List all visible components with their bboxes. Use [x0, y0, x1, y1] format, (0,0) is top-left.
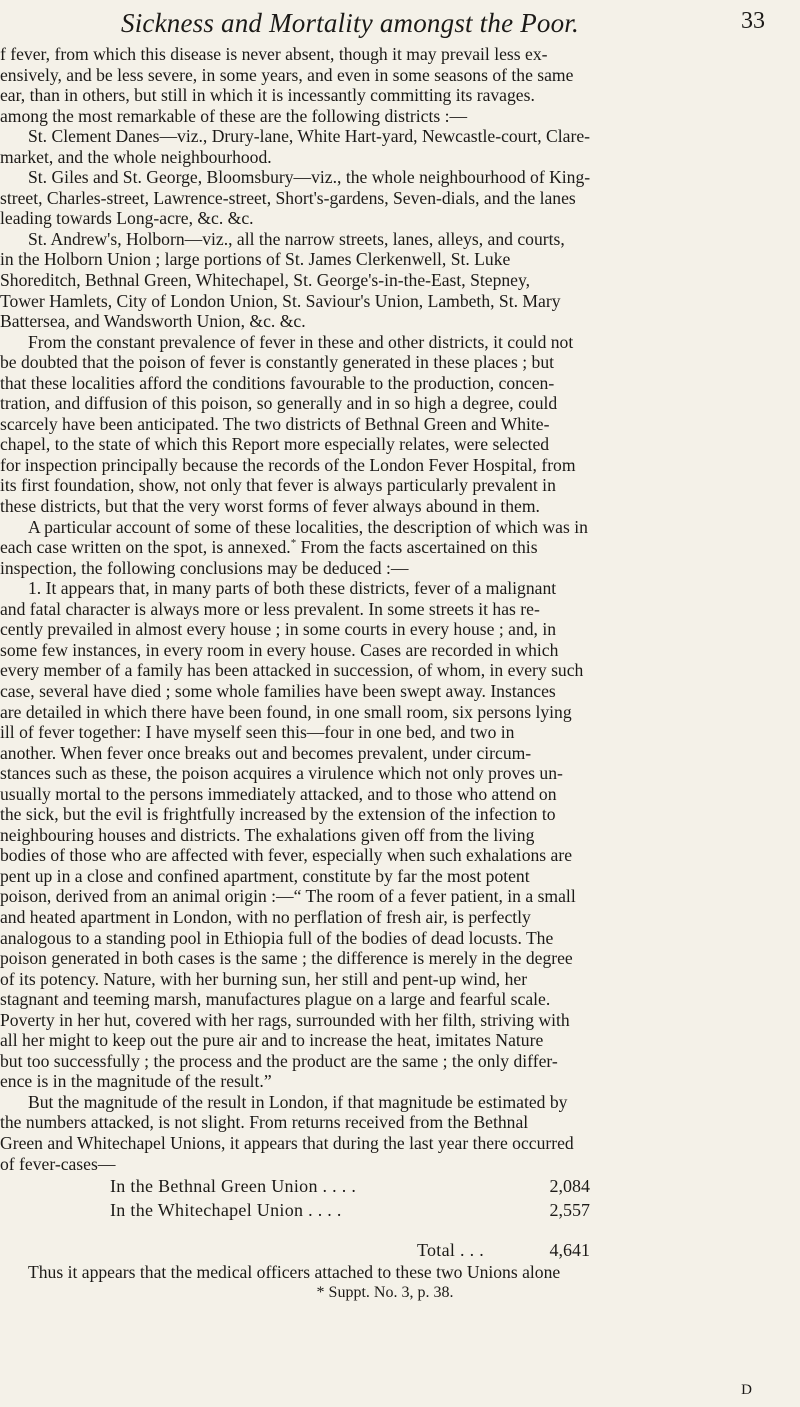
text-line: Shoreditch, Bethnal Green, Whitechapel, St. George's-in-the-East, Stepney, — [0, 270, 531, 291]
total-value: 4,641 — [549, 1240, 590, 1261]
text-line: Thus it appears that the medical officers attached to these two Unions alone — [28, 1262, 561, 1283]
text-line: usually mortal to the persons immediately attacked, and to those who attend on — [0, 783, 557, 804]
fever-cases-table — [0, 1174, 770, 1262]
text-line: A particular account of some of these localities, the description of which was in — [28, 516, 588, 537]
text-line: chapel, to the state of which this Report more especially relates, were selected — [0, 434, 550, 455]
text-line: scarcely have been anticipated. The two districts of Bethnal Green and White- — [0, 413, 550, 434]
text-line: ence is in the magnitude of the result.” — [0, 1071, 272, 1092]
text-line: case, several have died ; some whole families have been swept away. Instances — [0, 680, 556, 701]
row-label: In the Bethnal Green Union . . . . — [110, 1176, 357, 1197]
text-line: street, Charles-street, Lawrence-street, Short's-gardens, Seven-dials, and the lanes — [0, 187, 576, 208]
text-line: St. Giles and St. George, Bloomsbury—viz., the whole neighbourhood of King- — [28, 167, 591, 188]
text-line: the sick, but the evil is frightfully increased by the extension of the infection to — [0, 804, 556, 825]
text-line: among the most remarkable of these are the following districts :— — [0, 105, 468, 126]
page-header — [0, 8, 770, 44]
text-line: leading towards Long-acre, &c. &c. — [0, 208, 254, 229]
text-line: Poverty in her hut, covered with her rags, surrounded with her filth, striving with — [0, 1009, 570, 1030]
text-line: some few instances, in every room in every house. Cases are recorded in which — [0, 639, 559, 660]
text-line: but too successfully ; the process and the product are the same ; the only differ- — [0, 1050, 558, 1071]
text-line: another. When fever once breaks out and becomes prevalent, under circum- — [0, 742, 532, 763]
text-line: From the constant prevalence of fever in these and other districts, it could not — [28, 331, 574, 352]
text-line: in the Holborn Union ; large portions of St. James Clerkenwell, St. Luke — [0, 249, 511, 270]
page-number: 33 — [741, 8, 765, 34]
text-line: ear, than in others, but still in which it is incessantly committing its ravages. — [0, 85, 535, 106]
text-line: the numbers attacked, is not slight. From returns received from the Bethnal — [0, 1112, 529, 1133]
text-line: stagnant and teeming marsh, manufactures plague on a large and fearful scale. — [0, 989, 551, 1010]
text-fragment: From the facts ascertained on this — [296, 537, 538, 558]
text-line: Battersea, and Wandsworth Union, &c. &c. — [0, 311, 306, 332]
running-title: Sickness and Mortality amongst the Poor. — [121, 8, 579, 38]
total-label: Total . . . — [416, 1240, 484, 1261]
text-line: of fever-cases— — [0, 1153, 116, 1174]
text-line: of its potency. Nature, with her burning sun, her still and pent-up wind, her — [0, 968, 528, 989]
body-text — [0, 44, 770, 1174]
table-row — [110, 1198, 590, 1222]
table-row — [110, 1174, 590, 1198]
row-label: In the Whitechapel Union . . . . — [110, 1200, 342, 1221]
text-line: neighbouring houses and districts. The exhalations given off from the living — [0, 824, 535, 845]
footnote-marker: * — [290, 537, 297, 550]
text-line: market, and the whole neighbourhood. — [0, 146, 272, 167]
row-value: 2,084 — [549, 1176, 590, 1197]
text-line: ill of fever together: I have myself seen this—four in one bed, and two in — [0, 722, 515, 743]
closing-text — [0, 1262, 770, 1283]
text-line: stances such as these, the poison acquires a virulence which not only proves un- — [0, 763, 563, 784]
text-line: Green and Whitechapel Unions, it appears that during the last year there occurred — [0, 1132, 574, 1153]
footnote: * Suppt. No. 3, p. 38. — [316, 1283, 454, 1301]
text-line: ensively, and be less severe, in some years, and even in some seasons of the same — [0, 64, 574, 85]
text-line: these districts, but that the very worst forms of fever always abound in them. — [0, 496, 540, 517]
text-line — [0, 537, 770, 558]
text-line: St. Andrew's, Holborn—viz., all the narrow streets, lanes, alleys, and courts, — [28, 228, 565, 249]
text-line: and heated apartment in London, with no perflation of fresh air, is perfectly — [0, 906, 531, 927]
text-line: every member of a family has been attacked in succession, of whom, in every such — [0, 660, 584, 681]
text-line: analogous to a standing pool in Ethiopia full of the bodies of dead locusts. The — [0, 927, 554, 948]
text-line: pent up in a close and confined apartment, constitute by far the most potent — [0, 865, 530, 886]
text-line: all her might to keep out the pure air and to increase the heat, imitates Nature — [0, 1030, 544, 1051]
text-line: tration, and diffusion of this poison, so generally and in so high a degree, could — [0, 393, 558, 414]
text-line: poison, derived from an animal origin :—“ The room of a fever patient, in a small — [0, 886, 576, 907]
signature-mark: D — [741, 1382, 752, 1398]
text-line: and fatal character is always more or less prevalent. In some streets it has re- — [0, 598, 540, 619]
text-line: poison generated in both cases is the same ; the difference is merely in the degree — [0, 948, 573, 969]
text-line: 1. It appears that, in many parts of both these districts, fever of a malignant — [28, 578, 557, 599]
text-line: Tower Hamlets, City of London Union, St. Saviour's Union, Lambeth, St. Mary — [0, 290, 561, 311]
text-line: f fever, from which this disease is never absent, though it may prevail less ex- — [0, 44, 548, 64]
text-fragment: each case written on the spot, is annexed. — [0, 537, 291, 558]
text-line: its first foundation, show, not only that fever is always particularly prevalent in — [0, 475, 556, 496]
text-line: that these localities afford the conditions favourable to the production, concen- — [0, 372, 555, 393]
text-line: cently prevailed in almost every house ; in some courts in every house ; and, in — [0, 619, 557, 640]
text-line: St. Clement Danes—viz., Drury-lane, White Hart-yard, Newcastle-court, Clare- — [28, 126, 590, 147]
text-line: But the magnitude of the result in London, if that magnitude be estimated by — [28, 1091, 568, 1112]
text-line: inspection, the following conclusions may be deduced :— — [0, 557, 409, 578]
row-value: 2,557 — [549, 1200, 590, 1221]
text-line: bodies of those who are affected with fever, especially when such exhalations are — [0, 845, 573, 866]
text-line: for inspection principally because the records of the London Fever Hospital, from — [0, 454, 576, 475]
text-line: are detailed in which there have been found, in one small room, six persons lying — [0, 701, 572, 722]
total-row — [110, 1238, 590, 1262]
text-line: be doubted that the poison of fever is constantly generated in these places ; but — [0, 352, 555, 373]
